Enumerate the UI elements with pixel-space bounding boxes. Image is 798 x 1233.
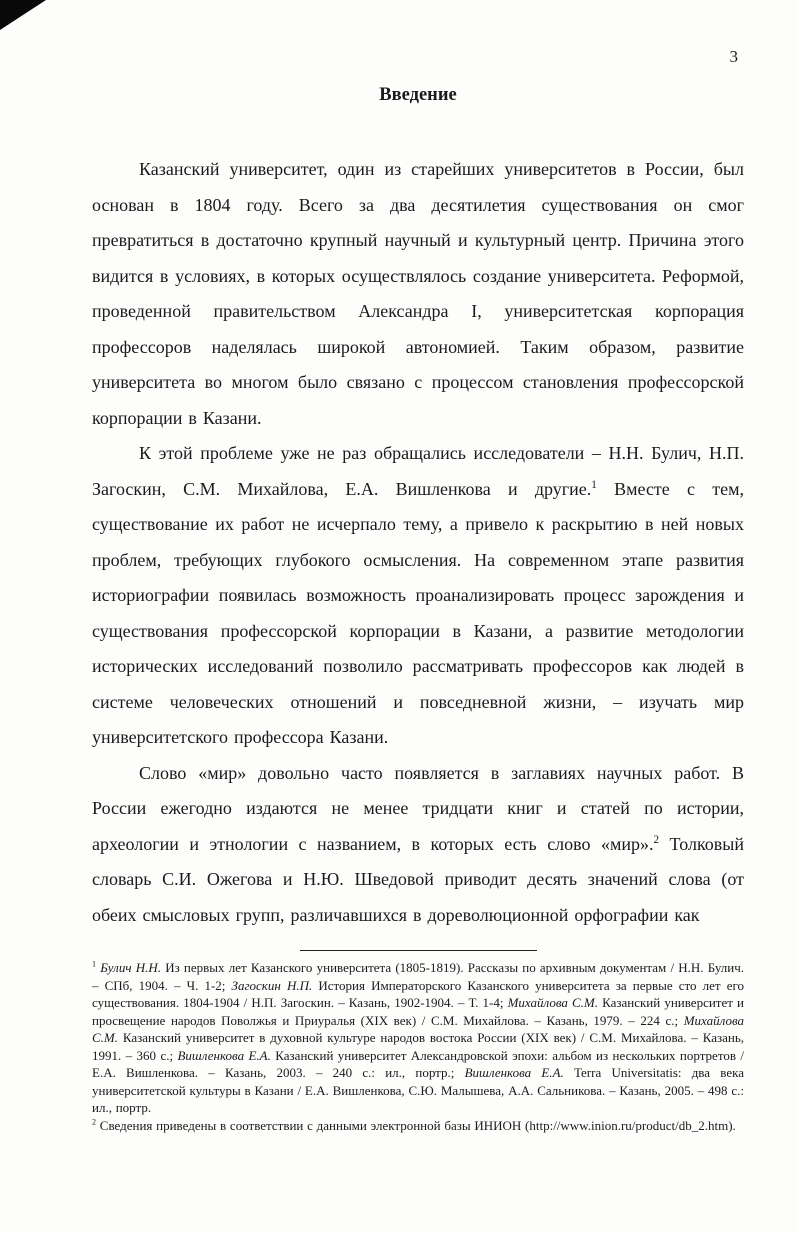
footnote-marker: 2 — [653, 833, 660, 846]
text-segment: Вместе с тем, существование их работ не исчерпало тему, а привело к раскрытию в ней новых проблем, требующих глубокого осмысления. На современном этапе развития историографии появилась возможность проанализировать процесс зарождения и существования профессорской корпорации в Казани, а развитие методологии исторических исследований позволило рассматривать профессоров как людей в системе человеческих отношений и повседневной жизни, – изучать мир университетского профессора Казани. — [92, 478, 744, 747]
page-content — [92, 46, 744, 1134]
footnote-separator — [300, 950, 537, 951]
text-segment: Толковый словарь С.И. Ожегова и Н.Ю. Шведовой приводит десять значений слова (от обеих смысловых групп, различавшихся в дореволюционной орфографии как — [92, 833, 745, 925]
page-title: Введение — [379, 85, 457, 105]
body-paragraph — [92, 436, 744, 756]
footnotes-section — [92, 959, 744, 1134]
text-segment: История Императорского Казанского университета за первые сто лет его существования. 1804-1904 / Н.П. Загоскин. – Казань, 1902-1904. – Т. 1-4; — [92, 977, 744, 1010]
text-segment: Казанский университет Александровской эпохи: альбом из нескольких портретов / Е.А. Вишленкова. – Казань, 2003. – 240 с.: ил., портр.; — [92, 1047, 744, 1080]
text-segment: Terra Universitatis: два века университетской культуры в Казани / Е.А. Вишленкова, С.Ю. Малышева, А.А. Сальникова. – Казань, 2005. – 498 с.: ил., портр. — [92, 1065, 744, 1115]
italic-author-name: Загоскин Н.П. — [231, 977, 313, 993]
text-segment: Из первых лет Казанского университета (1805-1819). Рассказы по архивным документам / Н.Н. Булич. – СПб, 1904. – Ч. 1-2; — [92, 960, 745, 993]
footnote-marker: 1 — [591, 478, 597, 491]
body-paragraph — [92, 152, 744, 436]
text-segment: Казанский университет, один из старейших университетов в России, был основан в 1804 году. Всего за два десятилетия существования он смог превратиться в достаточно крупный научный и культурный центр. Причина этого видится в условиях, в которых осуществлялось создание университета. Реформой, проведенной правительством Александра I, университетская корпорация профессоров наделялась широкой автономией. Таким образом, развитие университета во многом было связано с процессом становления профессорской корпорации в Казани. — [92, 159, 744, 428]
italic-author-name: Михайлова С.М. — [507, 995, 598, 1010]
italic-author-name: Вишленкова Е.А. — [464, 1065, 564, 1080]
text-segment: Сведения приведены в соответствии с данными электронной базы ИНИОН (http://www.inion.ru/product/db_2.htm). — [96, 1117, 736, 1133]
text-segment: Слово «мир» довольно часто появляется в заглавиях научных работ. В России ежегодно издаются не менее тридцати книг и статей по истории, археологии и этнологии с названием, в которых есть слово «мир». — [92, 762, 744, 854]
italic-author-name: Булич Н.Н. — [100, 960, 162, 975]
italic-author-name: Вишленкова Е.А. — [177, 1047, 271, 1063]
page-number: 3 — [729, 47, 738, 66]
footnote — [92, 1117, 744, 1135]
text-segment: Казанский университет в духовной культуре народов востока России (XIX век) / С.М. Михайлова. – Казань, 1991. – 360 с.; — [92, 1030, 744, 1063]
footnote-marker: 1 — [92, 959, 97, 969]
body-text — [92, 152, 744, 933]
footnote — [92, 959, 744, 1117]
italic-author-name: Михайлова С.М. — [92, 1012, 744, 1045]
text-segment: К этой проблеме уже не раз обращались исследователи – Н.Н. Булич, Н.П. Загоскин, С.М. Михайлова, Е.А. Вишленкова и другие. — [92, 443, 744, 499]
text-segment: Казанский университет и просвещение народов Поволжья и Приуралья (XIX век) / С.М. Михайлова. – Казань, 1979. – 224 с.; — [92, 995, 744, 1028]
body-paragraph — [92, 756, 744, 934]
scan-corner-artifact — [0, 0, 46, 30]
footnote-marker: 2 — [92, 1117, 97, 1127]
